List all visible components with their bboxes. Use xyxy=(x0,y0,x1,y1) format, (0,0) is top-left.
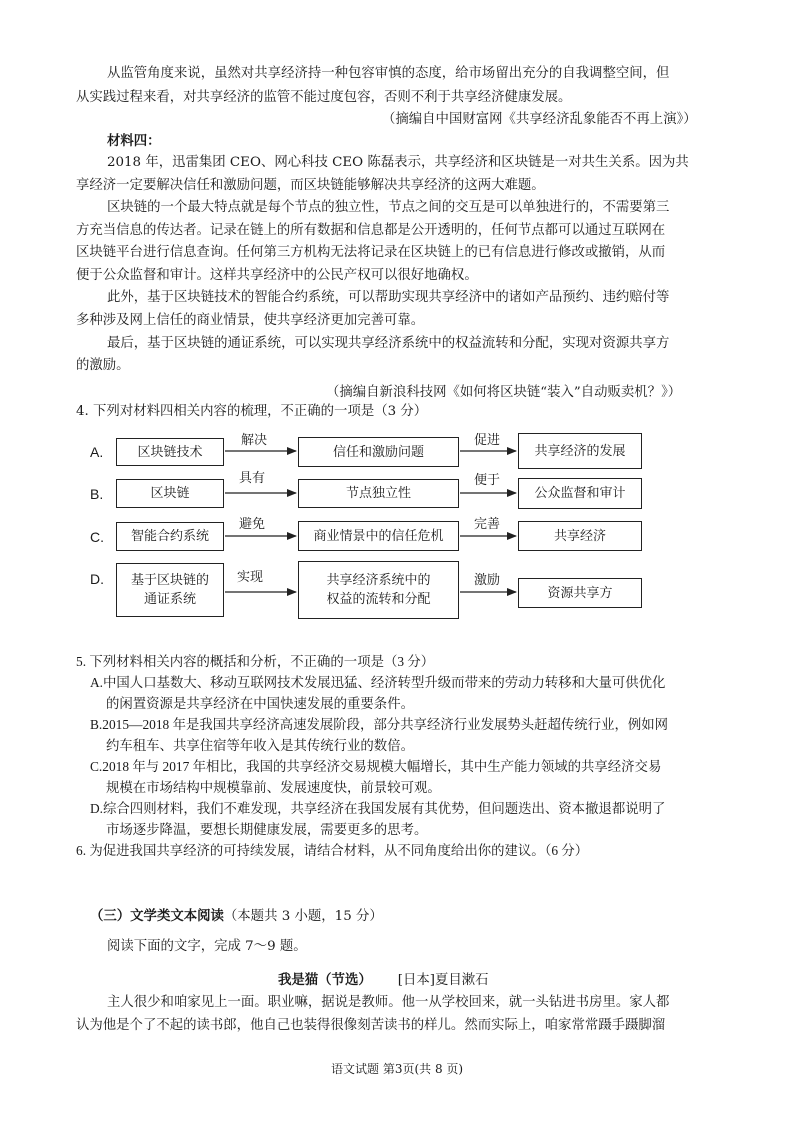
box-d2-line2: 权益的流转和分配 xyxy=(326,592,431,607)
para-line: 区块链的一个最大特点就是每个节点的独立性，节点之间的交互是可以单独进行的，不需要第三 xyxy=(107,200,670,215)
para-line: 此外，基于区块链技术的智能合约系统，可以帮助实现共享经济中的诸如产品预约、违约赔付等 xyxy=(107,290,670,305)
verb-c2: 完善 xyxy=(474,517,501,532)
box-b2: 节点独立性 xyxy=(298,479,459,508)
para-line: 的激励。 xyxy=(76,358,130,373)
para-line: 便于公众监督和审计。这样共享经济中的公民产权可以很好地确权。 xyxy=(76,268,478,283)
para-line: 享经济一定要解决信任和激励问题，而区块链能够解决共享经济的这两大难题。 xyxy=(76,178,545,193)
question-4-stem: 4. 下列对材料四相关内容的梳理，不正确的一项是（3 分） xyxy=(76,404,428,419)
box-d2-line1: 共享经济系统中的 xyxy=(326,573,431,588)
verb-a2: 促进 xyxy=(474,433,501,448)
article-author: [日本]夏目漱石 xyxy=(397,973,489,988)
box-d3: 资源共享方 xyxy=(518,578,642,608)
q5-option-b-cont: 约车租车、共享住宿等年收入是其传统行业的数倍。 xyxy=(106,738,414,753)
q5-option-a-cont: 的闲置资源是共享经济在中国快速发展的重要条件。 xyxy=(106,696,414,711)
source-citation: （摘编自新浪科技网《如何将区块链“装入”自动贩卖机？》） xyxy=(326,385,682,400)
para-line: 2018 年，迅雷集团 CEO、网心科技 CEO 陈磊表示，共享经济和区块链是一对共生关系。因为共 xyxy=(107,155,689,170)
q5-option-a: A.中国人口基数大、移动互联网技术发展迅猛、经济转型升级而带来的劳动力转移和大量可供优化 xyxy=(90,675,666,690)
para-line: 认为他是个了不起的读书郎，他自己也装得很像刻苦读书的样儿。然而实际上，咱家常常蹑手蹑脚溜 xyxy=(76,1018,666,1033)
box-c1: 智能合约系统 xyxy=(116,522,224,551)
option-a-letter: A. xyxy=(90,444,104,460)
para-line: 最后，基于区块链的通证系统，可以实现共享经济系统中的权益流转和分配，实现对资源共享方 xyxy=(107,336,670,351)
q5-option-c: C.2018 年与 2017 年相比，我国的共享经济交易规模大幅增长，其中生产能力领域的共享经济交易 xyxy=(90,759,662,774)
option-c-letter: C. xyxy=(90,529,104,545)
question-5-stem: 5. 下列材料相关内容的概括和分析，不正确的一项是（3 分） xyxy=(76,654,435,669)
box-a3: 共享经济的发展 xyxy=(518,433,642,469)
q5-option-d-cont: 市场逐步降温，要想长期健康发展，需要更多的思考。 xyxy=(106,822,428,837)
verb-c1: 避免 xyxy=(239,517,266,532)
section-title-rest: （本题共 3 小题，15 分） xyxy=(223,909,383,924)
q5-option-d: D.综合四则材料，我们不难发现，共享经济在我国发展有其优势，但问题迭出、资本撤退都说明了 xyxy=(90,801,666,816)
box-b1: 区块链 xyxy=(116,479,224,508)
verb-d2: 激励 xyxy=(474,573,501,588)
q5-option-c-cont: 规模在市场结构中规模靠前、发展速度快，前景较可观。 xyxy=(106,780,441,795)
article-title-line xyxy=(278,970,489,991)
option-b-letter: B. xyxy=(90,486,104,502)
box-d2 xyxy=(298,561,459,619)
verb-b2: 便于 xyxy=(474,473,501,488)
box-c3: 共享经济 xyxy=(518,521,642,551)
question-6-stem: 6. 为促进我国共享经济的可持续发展，请结合材料，从不同角度给出你的建议。（6 分） xyxy=(76,843,589,858)
box-c2: 商业情景中的信任危机 xyxy=(298,521,459,551)
section-title xyxy=(90,906,383,927)
page-footer: 语文试题 第3页(共 8 页) xyxy=(331,1062,464,1076)
source-citation: （摘编自中国财富网《共享经济乱象能否不再上演》） xyxy=(382,112,697,127)
box-b3: 公众监督和审计 xyxy=(518,478,642,509)
option-d-letter: D. xyxy=(90,571,104,587)
para-line: 区块链平台进行信息查询。任何第三方机构无法将记录在区块链上的已有信息进行修改或撤销，从而 xyxy=(76,245,666,260)
verb-b1: 具有 xyxy=(239,471,266,486)
article-title: 我是猫（节选） xyxy=(278,972,372,988)
box-d1-line1: 基于区块链的 xyxy=(130,573,209,588)
box-d1-line2: 通证系统 xyxy=(143,592,196,607)
para-line: 从监管角度来说，虽然对共享经济持一种包容审慎的态度，给市场留出充分的自我调整空间，但 xyxy=(107,66,670,81)
section-instruction: 阅读下面的文字，完成 7～9 题。 xyxy=(107,939,307,954)
para-line: 主人很少和咱家见上一面。职业嘛，据说是教师。他一从学校回来，就一头钻进书房里。家人都 xyxy=(107,995,670,1010)
section-title-bold: （三）文学类文本阅读 xyxy=(90,908,224,924)
q5-option-b: B.2015—2018 年是我国共享经济高速发展阶段，部分共享经济行业发展势头赶超传统行业，例如网 xyxy=(90,717,669,732)
para-line: 从实践过程来看，对共享经济的监管不能过度包容，否则不利于共享经济健康发展。 xyxy=(76,90,572,105)
para-line: 多种涉及网上信任的商业情景，使共享经济更加完善可靠。 xyxy=(76,313,425,328)
verb-d1: 实现 xyxy=(237,570,264,585)
box-a1: 区块链技术 xyxy=(116,438,224,466)
box-d1 xyxy=(116,563,224,617)
material-heading: 材料四： xyxy=(107,133,161,149)
verb-a1: 解决 xyxy=(241,433,268,448)
para-line: 方充当信息的传达者。记录在链上的所有数据和信息都是公开透明的，任何节点都可以通过互联网在 xyxy=(76,223,666,238)
box-a2: 信任和激励问题 xyxy=(298,437,459,467)
